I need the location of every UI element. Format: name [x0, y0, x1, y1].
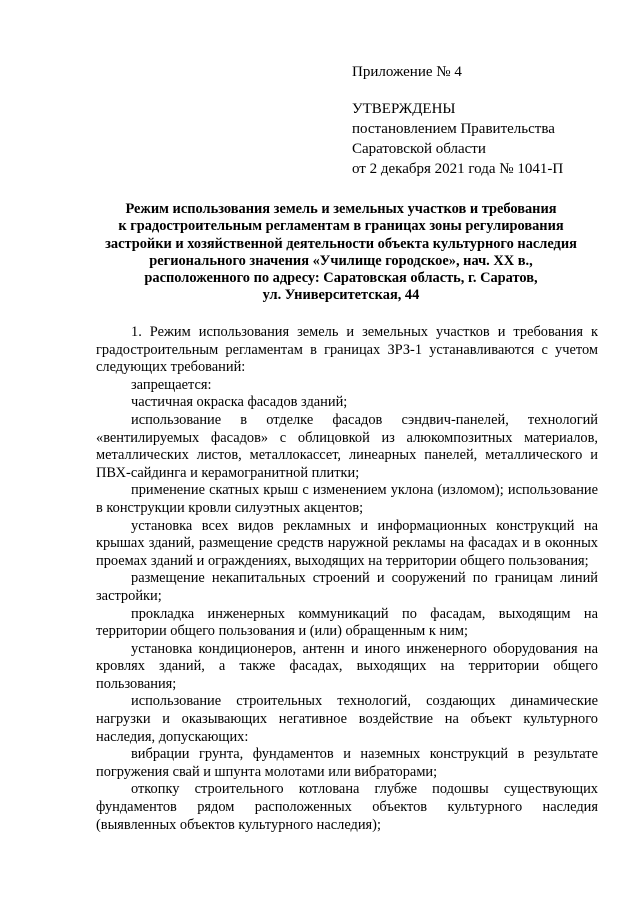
paragraph-item: установка всех видов рекламных и информационных конструкций на крышах зданий, размещение средств наружной рекламы на фасадах и в оконных проемах зданий и ограждениях, выходящих на территории общего пользования; [96, 517, 598, 569]
paragraph-item: прокладка инженерных коммуникаций по фасадам, выходящим на территории общего пользования и (или) обращенным к ним; [96, 605, 598, 640]
annex-number: Приложение № 4 [352, 64, 462, 80]
paragraph-item: использование строительных технологий, создающих динамические нагрузки и оказывающих негативное воздействие на объект культурного наследия, допускающих: [96, 693, 598, 745]
title-line-6: ул. Университетская, 44 [262, 287, 420, 304]
document-title [96, 201, 586, 305]
paragraph-item: установка кондиционеров, антенн и иного инженерного оборудования на кровлях зданий, а также фасадах, выходящих на территории общего пользования; [96, 640, 598, 692]
paragraph-prohibited-heading: запрещается: [131, 376, 212, 393]
paragraph-item: использование в отделке фасадов сэндвич-панелей, технологий «вентилируемых фасадов» с облицовкой из алюкомпозитных материалов, металлических листов, металлокассет, линеарных панелей, металлического и ПВХ-сайдинга и керамогранитной плитки; [96, 411, 598, 481]
approval-line-2: Саратовской области [352, 141, 486, 157]
title-line-2: к градостроительным регламентам в границах зоны регулирования [118, 218, 564, 235]
paragraph-item: применение скатных крыш с изменением уклона (изломом); использование в конструкции кровли силуэтных акцентов; [96, 482, 598, 516]
title-line-4: регионального значения «Училище городское», нач. XX в., [149, 252, 533, 269]
title-line-3: застройки и хозяйственной деятельности объекта культурного наследия [105, 235, 577, 252]
paragraph-item: частичная окраска фасадов зданий; [131, 394, 348, 411]
title-line-1: Режим использования земель и земельных участков и требования [125, 201, 557, 217]
paragraph-item: вибрации грунта, фундаментов и наземных конструкций в результате погружения свай и шпунта молотами или вибраторами; [96, 746, 598, 780]
paragraph-intro: 1. Режим использования земель и земельных участков и требования к градостроительным регламентам в границах ЗРЗ-1 устанавливаются с учетом следующих требований: [96, 324, 598, 376]
paragraph-item: откопку строительного котлована глубже подошвы существующих фундаментов рядом расположенных объектов культурного наследия (выявленных объектов культурного наследия); [96, 781, 598, 833]
approved-heading: УТВЕРЖДЕНЫ [352, 101, 456, 117]
document-body [96, 324, 598, 834]
paragraph-item: размещение некапитальных строений и сооружений по границам линий застройки; [96, 570, 598, 604]
approval-line-3: от 2 декабря 2021 года № 1041-П [352, 161, 564, 177]
title-line-5: расположенного по адресу: Саратовская область, г. Саратов, [144, 270, 538, 287]
approval-stamp [352, 62, 563, 179]
approval-line-1: постановлением Правительства [352, 121, 555, 137]
